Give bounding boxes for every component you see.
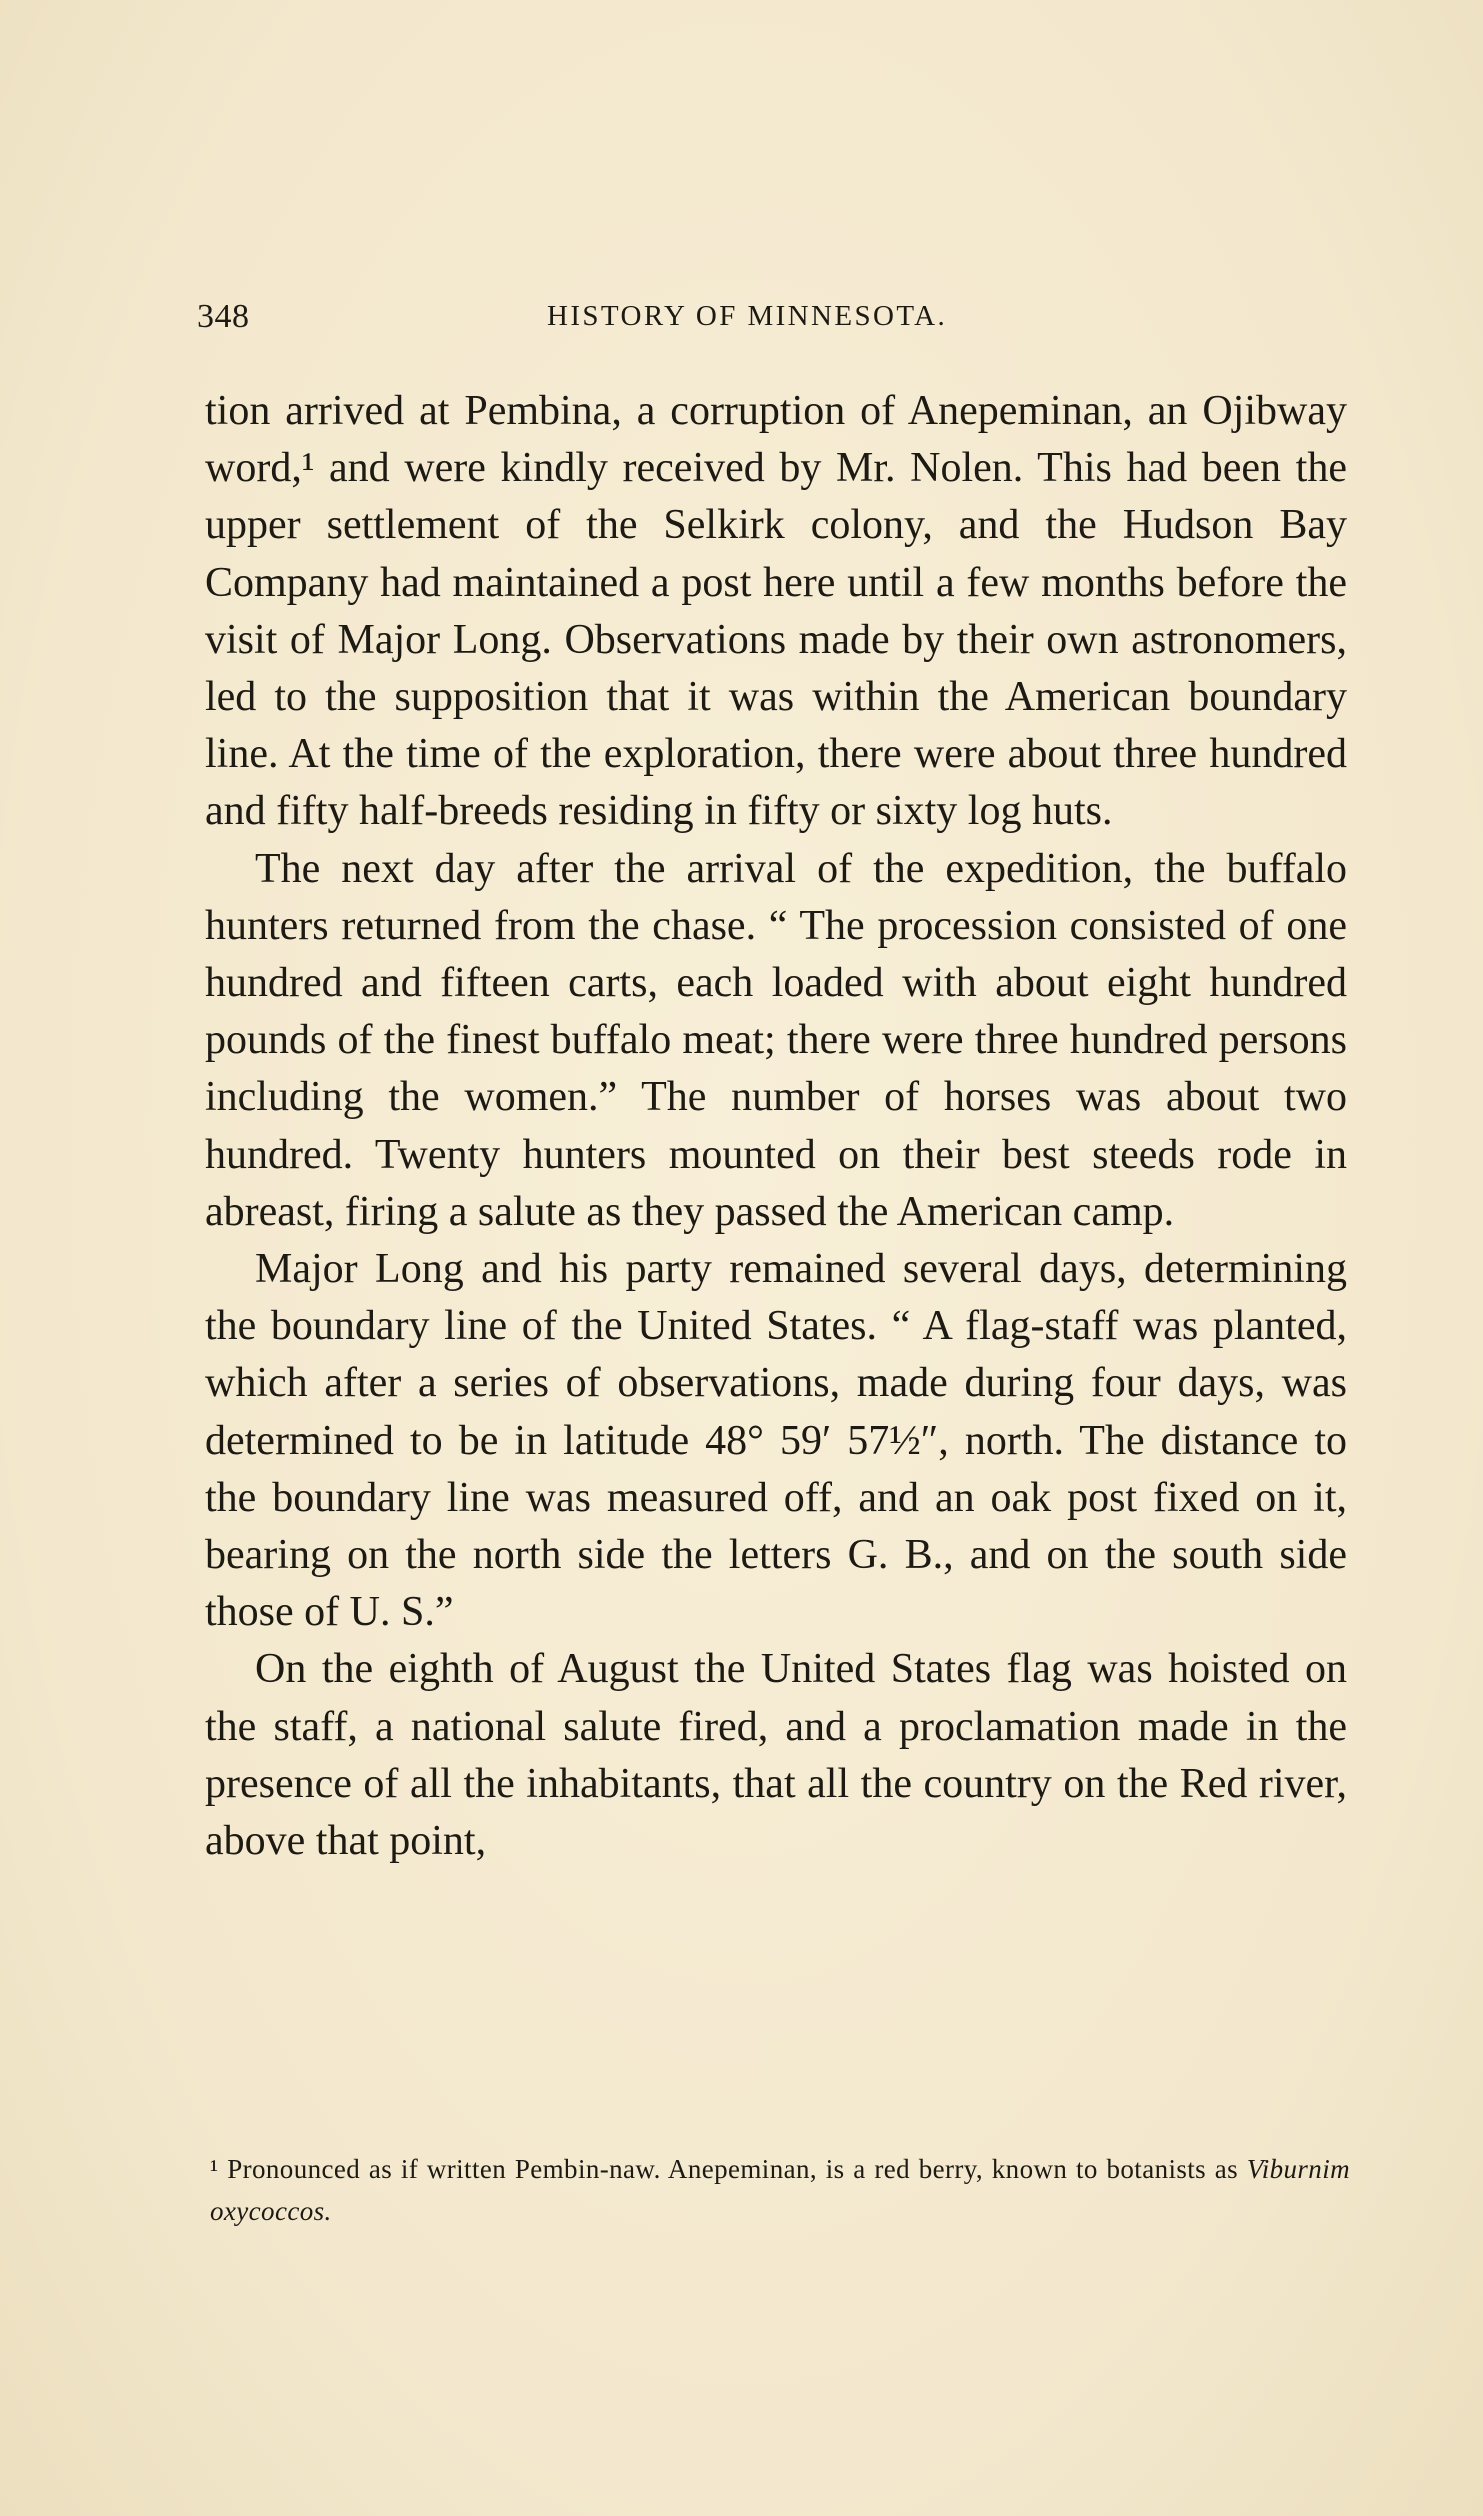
paragraph-3: Major Long and his party remained several days, determining the boundary line of the United States. “ A flag-staff was planted, which after a series of observations, made during four days, was determined to be in latitude 48° 59′ 57½″, north. The distance to the boundary line was measured off, and an oak post fixed on it, bearing on the north side the letters G. B., and on the south side those of U. S.” [205, 1246, 1347, 1636]
footnote-text: ¹ Pronounced as if written Pembin-naw. Anepeminan, is a red berry, known to botanists as [210, 2154, 1239, 2184]
paragraph-1: tion arrived at Pembina, a corruption of Anepeminan, an Ojibway word,¹ and were kindly received by Mr. Nolen. This had been the upper settlement of the Selkirk colony, and the Hudson Bay Company had maintained a post here until a few months before the visit of Major Long. Observations made by their own astronomers, led to the supposition that it was within the American boundary line. At the time of the exploration, there were about three hundred and fifty half-breeds residing in fifty or sixty log huts. [205, 388, 1347, 835]
page-number: 348 [197, 298, 250, 335]
paragraph-2: The next day after the arrival of the expedition, the buffalo hunters returned from the chase. “ The procession consisted of one hundred and fifteen carts, each loaded with about eight hundred pounds of the finest buffalo meat; there were three hundred persons including the women.” The number of horses was about two hundred. Twenty hunters mounted on their best steeds rode in abreast, firing a salute as they passed the American camp. [205, 845, 1347, 1235]
paragraph-4: On the eighth of August the United States flag was hoisted on the staff, a national salute fired, and a proclamation made in the presence of all the inhabitants, that all the country on the Red river, above that point, [205, 1646, 1347, 1865]
footnotes [210, 2148, 1350, 2232]
page-header [197, 298, 1352, 344]
body-text [205, 383, 1347, 1870]
footnote-1 [210, 2148, 1350, 2232]
running-head: HISTORY OF MINNESOTA. [547, 300, 948, 332]
footnote-italic-text: Viburnim oxycoccos. [210, 2154, 1351, 2226]
